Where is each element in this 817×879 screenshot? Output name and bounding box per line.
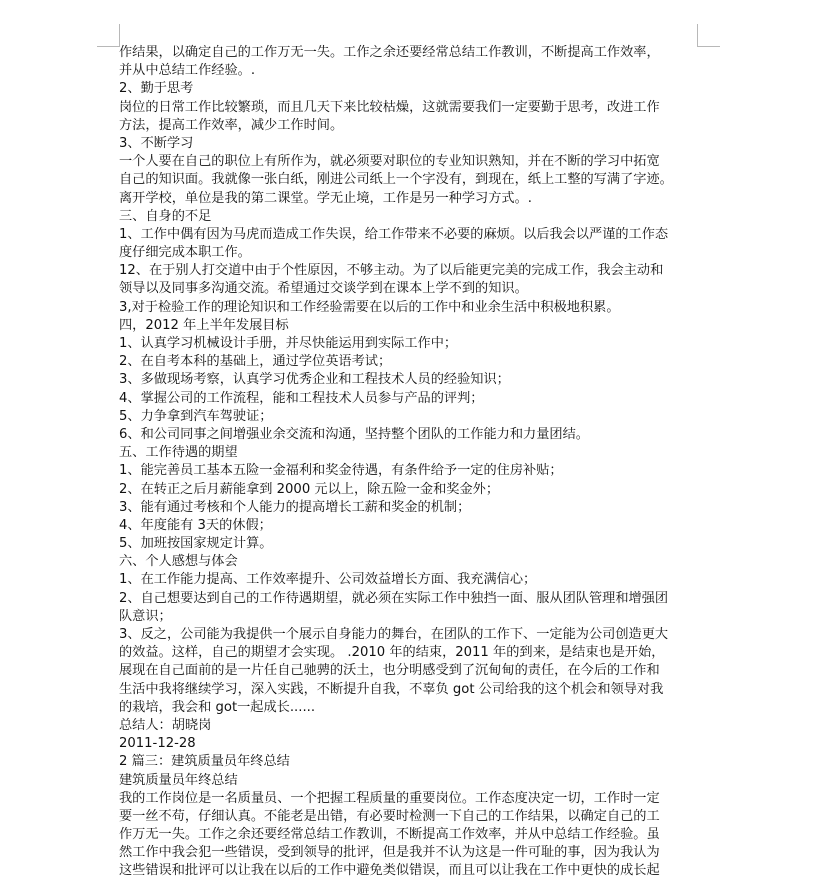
text-line: 度仔细完成本职工作。 xyxy=(119,245,251,261)
text-line: 岗位的日常工作比较繁琐，而且几天下来比较枯燥，这就需要我们一定要勤于思考，改进工作 xyxy=(119,99,660,115)
list-item: 4、掌握公司的工作流程，能和工程技术人员参与产品的评判； xyxy=(119,390,484,406)
text-line: 1、工作中偶有因为马虎而造成工作失误，给工作带来不必要的麻烦。以后我会以严谨的工作态 xyxy=(119,226,669,242)
article-title: 建筑质量员年终总结 xyxy=(119,772,238,788)
text-line: 的栽培，我会和 got一起成长...... xyxy=(119,699,316,715)
text-line: 的效益。这样，自己的期望才会实现。 .2010 年的结束，2011 年的到来，是结束也是开始， xyxy=(119,645,665,661)
top-left-margin-marker xyxy=(97,24,120,47)
list-item: 5、力争拿到汽车驾驶证； xyxy=(119,408,273,424)
text-line: 要一丝不苟，仔细认真。不能老是出错，有必要时检测一下自己的工作结果，以确定自己的工 xyxy=(119,808,660,824)
section-heading: 五、工作待遇的期望 xyxy=(119,445,238,461)
list-item: 5、加班按国家规定计算。 xyxy=(119,536,273,552)
section-heading: 六、个人感想与体会 xyxy=(119,554,238,570)
list-item: 3、多做现场考察，认真学习优秀企业和工程技术人员的经验知识； xyxy=(119,372,510,388)
text-line: 队意识； xyxy=(119,608,172,624)
text-line: 展现在自己面前的是一片任自己驰骋的沃土，也分明感受到了沉甸甸的责任，在今后的工作和 xyxy=(119,663,660,679)
section-heading: 三、自身的不足 xyxy=(119,208,212,224)
section-heading: 3、不断学习 xyxy=(119,135,194,151)
list-item: 2、在自考本科的基础上，通过学位英语考试； xyxy=(119,354,392,370)
date-line: 2011-12-28 xyxy=(119,736,196,752)
text-line: 作结果，以确定自己的工作万无一失。工作之余还要经常总结工作教训，不断提高工作效率， xyxy=(119,45,660,60)
list-item: 4、年度能有 3天的休假； xyxy=(119,517,272,533)
text-line: 我的工作岗位是一名质量员、一个把握工程质量的重要岗位。工作态度决定一切，工作时一定 xyxy=(119,790,660,806)
text-line: 作万无一失。工作之余还要经常总结工作教训，不断提高工作效率，并从中总结工作经验。虽 xyxy=(119,827,660,843)
text-line: 3,对于检验工作的理论知识和工作经验需要在以后的工作中和业余生活中积极地积累。 xyxy=(119,299,620,315)
list-item: 1、能完善员工基本五险一金福利和奖金待遇，有条件给予一定的住房补贴； xyxy=(119,463,563,479)
text-line: 自己的知识面。我就像一张白纸，刚进公司纸上一个字没有，到现在，纸上工整的写满了字迹。 xyxy=(119,172,673,188)
list-item: 1、在工作能力提高、工作效率提升、公司效益增长方面、我充满信心； xyxy=(119,572,537,588)
text-line: 生活中我将继续学习，深入实践，不断提升自我，不辜负 got 公司给我的这个机会和领导对我 xyxy=(119,681,664,697)
text-line: 领导以及同事多沟通交流。希望通过交谈学到在课本上学不到的知识。 xyxy=(119,281,528,297)
list-item: 2、自己想要达到自己的工作待遇期望，就必须在实际工作中独挡一面、服从团队管理和增强团 xyxy=(119,590,669,606)
article-heading: 2 篇三：建筑质量员年终总结 xyxy=(119,754,290,770)
author-line: 总结人：胡晓岗 xyxy=(119,717,212,733)
text-line: 方法，提高工作效率，减少工作时间。 xyxy=(119,117,344,133)
text-line: 一个人要在自己的职位上有所作为，就必须要对职位的专业知识熟知，并在不断的学习中拓宽 xyxy=(119,154,660,170)
section-heading: 四，2012 年上半年发展目标 xyxy=(119,317,289,333)
text-line: 并从中总结工作经验。. xyxy=(119,63,256,79)
list-item: 6、和公司同事之间增强业余交流和沟通，坚持整个团队的工作能力和力量团结。 xyxy=(119,426,589,442)
text-line: 这些错误和批评可以让我在以后的工作中避免类似错误，而且可以让我在工作中更快的成长起 xyxy=(119,863,660,879)
list-item: 3、反之，公司能为我提供一个展示自身能力的舞台，在团队的工作下、一定能为公司创造更大 xyxy=(119,627,669,642)
text-line: 12、在于别人打交道中由于个性原因，不够主动。为了以后能更完美的完成工作，我会主动和 xyxy=(119,263,664,279)
section-heading: 2、勤于思考 xyxy=(119,81,194,97)
text-line: 离开学校，单位是我的第二课堂。学无止境，工作是另一种学习方式。. xyxy=(119,190,533,206)
list-item: 2、在转正之后月薪能拿到 2000 元以上，除五险一金和奖金外； xyxy=(119,481,500,497)
list-item: 1、认真学习机械设计手册，并尽快能运用到实际工作中； xyxy=(119,336,458,351)
document-body[interactable] xyxy=(119,44,701,879)
list-item: 3、能有通过考核和个人能力的提高增长工薪和奖金的机制； xyxy=(119,499,471,515)
text-line: 然工作中我会犯一些错误，受到领导的批评，但是我并不认为这是一件可耻的事，因为我认为 xyxy=(119,845,660,861)
